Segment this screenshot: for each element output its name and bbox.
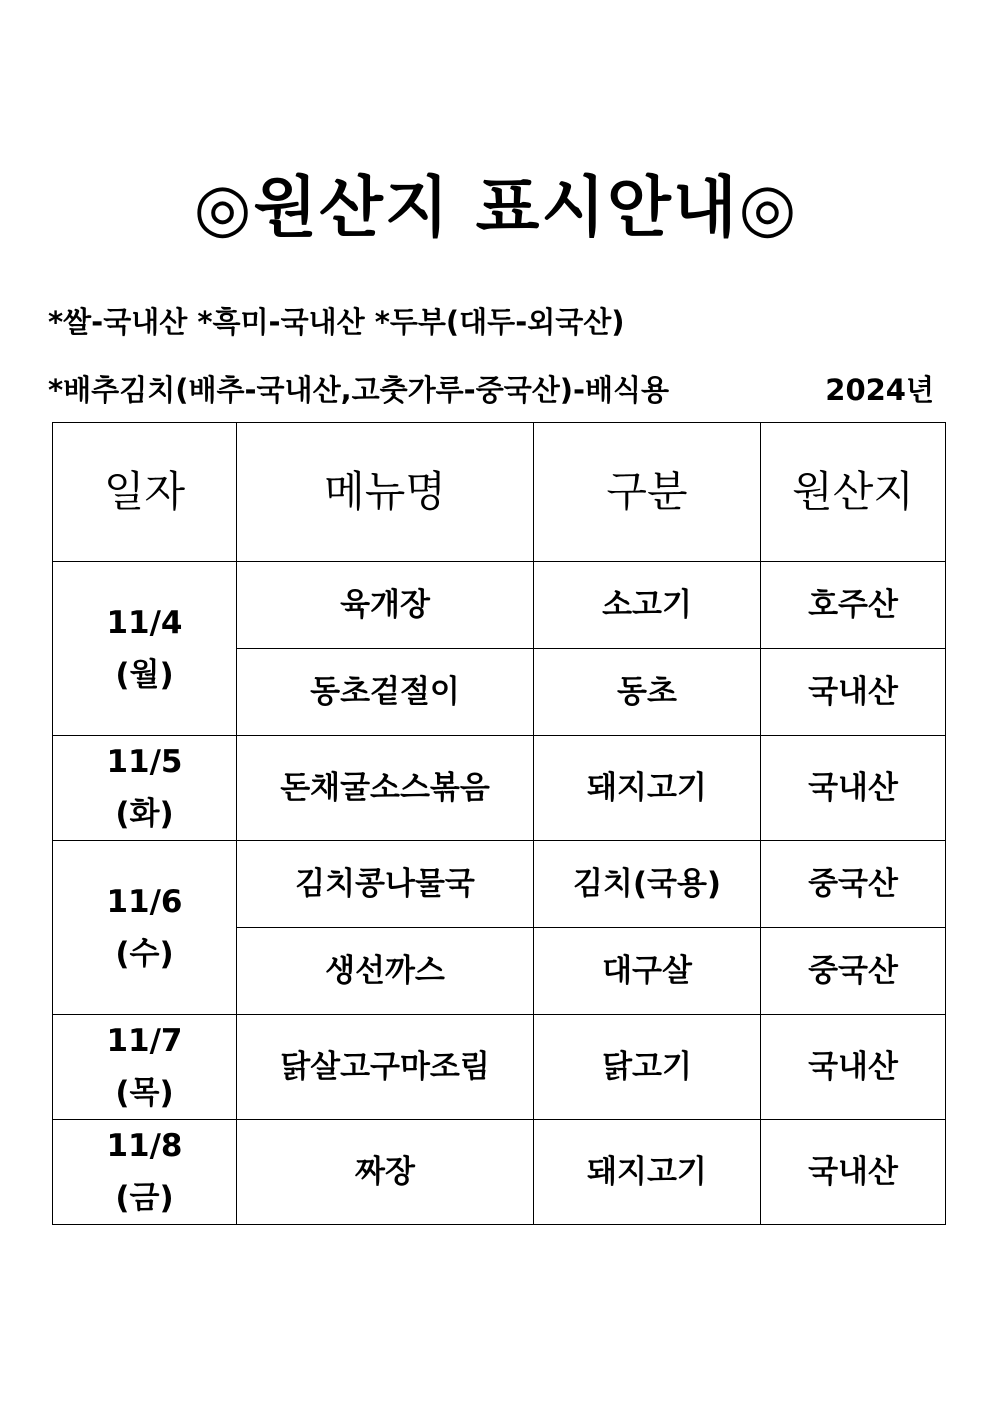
origin-note-line-1: *쌀-국내산 *흑미-국내산 *두부(대두-외국산): [48, 305, 625, 339]
menu-cell: 생선까스: [237, 928, 534, 1015]
date: 11/4: [106, 604, 183, 641]
header-origin: 원산지: [761, 423, 946, 562]
category-cell: 돼지고기: [534, 1120, 761, 1225]
weekday: (수): [115, 935, 174, 972]
category-cell: 동초: [534, 649, 761, 736]
origin-table: [52, 422, 946, 1225]
table-row: [53, 841, 946, 928]
menu-cell: 짜장: [237, 1120, 534, 1225]
menu-cell: 돈채굴소스볶음: [237, 736, 534, 841]
category-cell: 닭고기: [534, 1015, 761, 1120]
origin-note-line-2: *배추김치(배추-국내산,고춧가루-중국산)-배식용: [48, 373, 670, 407]
table-row: [53, 1015, 946, 1120]
category-cell: 소고기: [534, 562, 761, 649]
date-cell: [53, 1015, 237, 1120]
origin-cell: 국내산: [761, 1015, 946, 1120]
date: 11/5: [106, 744, 183, 780]
header-category: 구분: [534, 423, 761, 562]
weekday: (목): [115, 1075, 174, 1111]
date-cell: [53, 562, 237, 736]
menu-cell: 김치콩나물국: [237, 841, 534, 928]
header-menu: 메뉴명: [237, 423, 534, 562]
weekday: (월): [115, 656, 174, 693]
table-row: [53, 562, 946, 649]
category-cell: 돼지고기: [534, 736, 761, 841]
origin-cell: 중국산: [761, 928, 946, 1015]
date: 11/6: [106, 883, 183, 920]
date-cell: [53, 736, 237, 841]
origin-cell: 중국산: [761, 841, 946, 928]
category-cell: 김치(국용): [534, 841, 761, 928]
origin-cell: 국내산: [761, 736, 946, 841]
year-label: 2024년: [825, 373, 934, 407]
table-row: [53, 1120, 946, 1225]
weekday: (금): [115, 1180, 174, 1216]
menu-cell: 동초겉절이: [237, 649, 534, 736]
origin-cell: 국내산: [761, 1120, 946, 1225]
date: 11/7: [106, 1023, 183, 1059]
date: 11/8: [106, 1128, 183, 1164]
menu-cell: 육개장: [237, 562, 534, 649]
table-row: [53, 736, 946, 841]
origin-cell: 호주산: [761, 562, 946, 649]
menu-cell: 닭살고구마조림: [237, 1015, 534, 1120]
table-header-row: [53, 423, 946, 562]
weekday: (화): [115, 796, 174, 832]
date-cell: [53, 841, 237, 1015]
origin-cell: 국내산: [761, 649, 946, 736]
page-title: ◎원산지 표시안내◎: [193, 169, 799, 246]
category-cell: 대구살: [534, 928, 761, 1015]
header-date: 일자: [53, 423, 237, 562]
date-cell: [53, 1120, 237, 1225]
